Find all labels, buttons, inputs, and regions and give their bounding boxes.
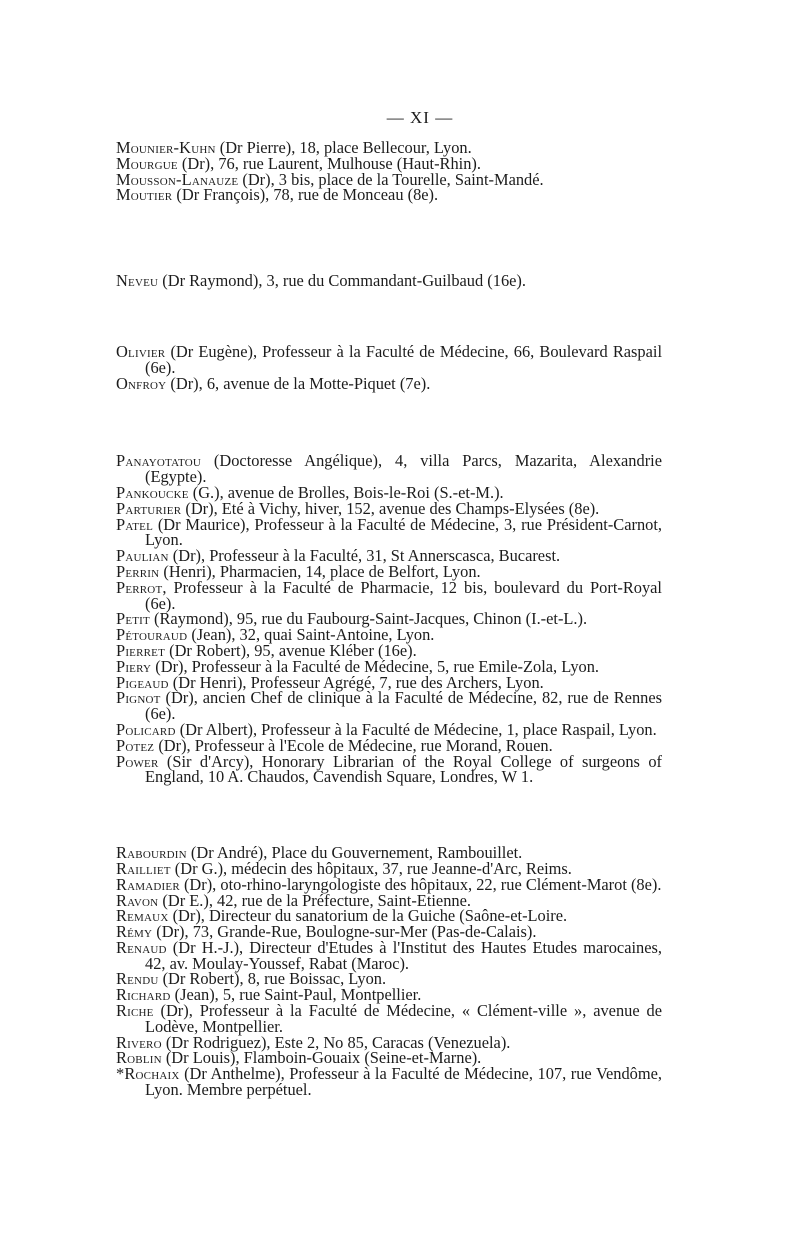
section-spacer [116,785,662,845]
entry-name: Pétouraud [116,625,188,645]
entry-details: (G.), avenue de Brolles, Bois-le-Roi (S.-et-M.). [188,482,504,502]
entry-details: (Dr), Professeur à la Faculté de Médecine, « Clément-ville », avenue de Lodève, Montpellier. [145,1001,662,1036]
entry-details: (Dr H.-J.), Directeur d'Etudes à l'Institut des Hautes Etudes marocaines, 42, av. Moulay-Youssef, Rabat (Maroc). [145,937,662,973]
entry-name: Pierret [116,640,166,660]
list-item [116,751,662,787]
entry-name: Richard [116,985,171,1005]
entry-details: (Dr Raymond), 3, rue du Commandant-Guilbaud (16e). [158,271,526,291]
entry-name: Mounier-Kuhn [116,138,216,157]
entry-name: Onfroy [116,373,167,393]
entry-details: (Dr), Professeur à l'Ecole de Médecine, rue Morand, Rouen. [154,735,553,755]
entry-name: *Rochaix [116,1064,180,1084]
entry-details: (Dr Pierre), 18, place Bellecour, Lyon. [215,138,472,157]
entry-name: Olivier [116,341,166,361]
entry-name: Rabourdin [116,843,187,863]
entry-name: Moutier [116,185,173,205]
page-number: — XI — [386,108,454,127]
entry-details: (Dr François), 78, rue de Monceau (8e). [172,185,439,205]
entry-name: Riche [116,1001,154,1021]
entry-details: (Henri), Pharmacien, 14, place de Belfort, Lyon. [159,561,481,581]
list-item [116,1066,662,1098]
entry-name: Petit [116,609,150,629]
entry-details: (Dr), oto-rhino-laryngologiste des hôpitaux, 22, rue Clément-Marot (8e). [179,874,662,894]
entry-name: Mourgue [116,153,178,173]
entry-name: Renaud [116,937,167,957]
entry-name: Paulian [116,546,169,566]
entry-name: Power [116,751,159,771]
entry-details: (Sir d'Arcy), Honorary Librarian of the Royal College of surgeons of England, 10 A. Chaudos, Cavendish Square, Londres, W 1. [145,751,662,787]
entry-name: Pankoucke [116,482,189,502]
entry-name: Perrot [116,577,163,597]
entry-name: Panayotatou [116,451,201,471]
entry-name: Pignot [116,688,161,708]
entry-details: (Dr Eugène), Professeur à la Faculté de Médecine, 66, Boulevard Raspail (6e). [145,341,662,377]
entry-name: Patel [116,514,153,534]
list-item [116,577,662,613]
entry-details: (Dr), 6, avenue de la Motte-Piquet (7e). [166,373,431,393]
entry-name: Roblin [116,1048,162,1068]
entry-details: , Professeur à la Faculté de Pharmacie, 12 bis, boulevard du Port-Royal (6e). [145,577,662,613]
entry-details: (Dr Albert), Professeur à la Faculté de Médecine, 1, place Raspail, Lyon. [175,719,657,739]
section-spacer [116,391,662,453]
entry-name: Rendu [116,969,159,989]
list-item [116,937,662,973]
entry-details: (Dr G.), médecin des hôpitaux, 37, rue Jeanne-d'Arc, Reims. [170,858,572,878]
section-spacer [116,289,662,344]
entry-details: (Dr Anthelme), Professeur à la Faculté de Médecine, 107, rue Vendôme, Lyon. Membre perpétuel. [145,1064,662,1100]
entry-name: Piery [116,656,152,676]
entry-details: (Dr), Eté à Vichy, hiver, 152, avenue des Champs-Elysées (8e). [181,498,600,518]
entry-name: Rémy [116,922,153,942]
list-item [116,1003,662,1035]
member-list [116,140,662,1098]
entry-details: (Dr Maurice), Professeur à la Faculté de Médecine, 3, rue Président-Carnot, Lyon. [145,514,662,550]
entry-name: Mousson-Lanauze [116,169,239,189]
section-m [116,140,662,203]
entry-details: (Dr André), Place du Gouvernement, Rambouillet. [186,843,523,863]
entry-details: (Dr), Professeur à la Faculté, 31, St Annerscasca, Bucarest. [168,546,561,566]
entry-details: (Doctoresse Angélique), 4, villa Parcs, Mazarita, Alexandrie (Egypte). [145,451,662,487]
entry-details: (Jean), 5, rue Saint-Paul, Montpellier. [170,985,422,1005]
list-item [116,273,662,289]
entry-name: Parturier [116,498,182,518]
list-item [116,373,662,393]
entry-details: (Dr), 73, Grande-Rue, Boulogne-sur-Mer (Pas-de-Calais). [152,922,537,942]
entry-name: Potez [116,735,155,755]
list-item [116,341,662,377]
list-item [116,514,662,550]
entry-name: Ramadier [116,874,180,894]
entry-name: Policard [116,719,176,739]
section-n [116,273,662,289]
list-item [116,453,662,485]
entry-details: (Dr), 76, rue Laurent, Mulhouse (Haut-Rhin). [177,153,481,173]
entry-name: Pigeaud [116,672,169,692]
entry-details: (Dr), ancien Chef de clinique à la Faculté de Médecine, 82, rue de Rennes (6e). [145,688,662,724]
section-p [116,453,662,785]
entry-details: (Raymond), 95, rue du Faubourg-Saint-Jacques, Chinon (I.-et-L.). [149,609,588,629]
entry-name: Perrin [116,561,160,581]
list-item [116,690,662,722]
list-item [116,187,662,203]
entry-details: (Dr Louis), Flamboin-Gouaix (Seine-et-Marne). [161,1048,482,1068]
entry-name: Rivero [116,1032,162,1052]
entry-details: (Dr Henri), Professeur Agrégé, 7, rue des Archers, Lyon. [168,672,544,692]
entry-details: (Dr Rodriguez), Este 2, No 85, Caracas (Venezuela). [161,1032,511,1052]
entry-details: (Jean), 32, quai Saint-Antoine, Lyon. [187,625,435,645]
entry-details: (Dr Robert), 95, avenue Kléber (16e). [165,640,417,660]
entry-name: Ravon [116,890,159,910]
entry-name: Neveu [116,271,159,291]
entry-details: (Dr), Professeur à la Faculté de Médecine, 5, rue Emile-Zola, Lyon. [151,656,600,676]
entry-details: (Dr Robert), 8, rue Boissac, Lyon. [158,969,387,989]
entry-details: (Dr E.), 42, rue de la Préfecture, Saint-Etienne. [158,890,471,910]
entry-details: (Dr), 3 bis, place de la Tourelle, Saint-Mandé. [238,169,544,189]
entry-details: (Dr), Directeur du sanatorium de la Guiche (Saône-et-Loire. [168,906,568,926]
section-o [116,341,662,393]
entry-name: Railliet [116,858,171,878]
section-r [116,845,662,1098]
entry-name: Remaux [116,906,169,926]
section-spacer [116,203,662,273]
